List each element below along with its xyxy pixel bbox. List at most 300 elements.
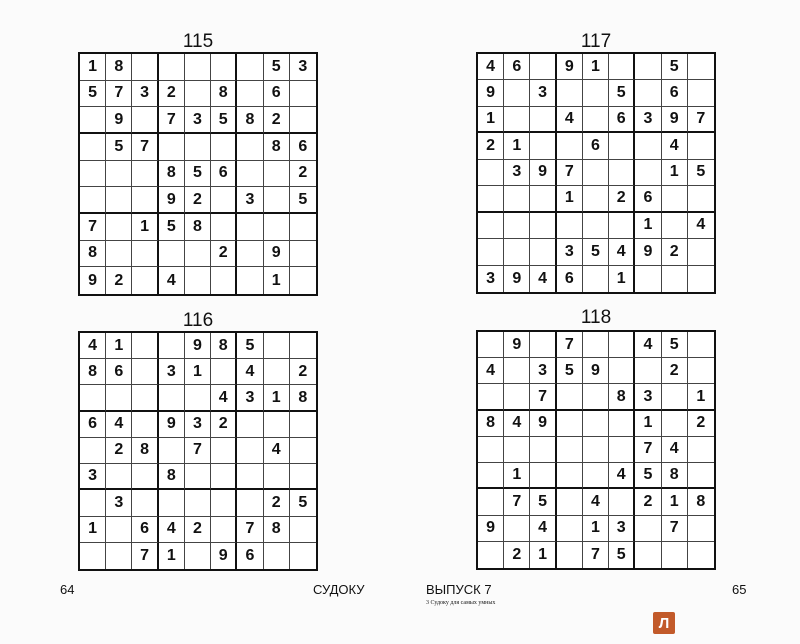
sudoku-cell: 4 — [159, 267, 185, 294]
sudoku-cell — [609, 213, 635, 239]
sudoku-cell: 9 — [530, 160, 556, 186]
sudoku-cell — [530, 107, 556, 133]
sudoku-cell — [557, 411, 583, 437]
sudoku-cell — [185, 490, 211, 516]
sudoku-cell — [80, 107, 106, 134]
sudoku-cell — [688, 358, 714, 384]
sudoku-cell — [504, 213, 530, 239]
sudoku-cell — [106, 385, 132, 411]
sudoku-cell: 9 — [530, 411, 556, 437]
sudoku-cell: 5 — [557, 358, 583, 384]
sudoku-cell — [290, 464, 316, 490]
sudoku-cell: 5 — [106, 134, 132, 161]
sudoku-cell: 7 — [635, 437, 661, 463]
sudoku-cell: 1 — [264, 267, 290, 294]
sudoku-cell: 1 — [504, 463, 530, 489]
sudoku-cell — [478, 489, 504, 515]
sudoku-cell — [159, 134, 185, 161]
sudoku-cell: 1 — [609, 266, 635, 292]
sudoku-cell: 9 — [583, 358, 609, 384]
sudoku-cell — [478, 384, 504, 410]
sudoku-cell: 8 — [159, 464, 185, 490]
sudoku-cell — [185, 385, 211, 411]
sudoku-cell — [290, 543, 316, 569]
sudoku-cell: 5 — [237, 333, 263, 359]
sudoku-cell — [609, 358, 635, 384]
sudoku-cell — [609, 54, 635, 80]
sudoku-cell: 9 — [159, 187, 185, 214]
sudoku-cell — [290, 412, 316, 438]
sudoku-cell — [237, 267, 263, 294]
sudoku-cell: 1 — [583, 516, 609, 542]
sudoku-cell — [662, 266, 688, 292]
sudoku-cell — [237, 241, 263, 268]
sudoku-cell — [106, 187, 132, 214]
sudoku-cell: 7 — [557, 332, 583, 358]
sudoku-cell — [211, 214, 237, 241]
sudoku-cell: 4 — [478, 54, 504, 80]
sudoku-cell — [290, 267, 316, 294]
sudoku-cell — [583, 411, 609, 437]
sudoku-cell: 9 — [504, 266, 530, 292]
sudoku-cell — [609, 437, 635, 463]
sudoku-cell: 5 — [583, 239, 609, 265]
sudoku-cell — [635, 266, 661, 292]
sudoku-cell — [106, 543, 132, 569]
sudoku-cell — [237, 54, 263, 81]
sudoku-cell: 3 — [530, 80, 556, 106]
sudoku-cell: 4 — [237, 359, 263, 385]
right-running-title: ВЫПУСК 7 — [426, 582, 492, 597]
sudoku-cell — [159, 241, 185, 268]
sudoku-cell — [159, 54, 185, 81]
sudoku-cell: 2 — [211, 412, 237, 438]
sudoku-cell: 9 — [80, 267, 106, 294]
sudoku-cell — [211, 267, 237, 294]
sudoku-cell — [635, 516, 661, 542]
sudoku-cell: 4 — [583, 489, 609, 515]
sudoku-cell — [478, 186, 504, 212]
sudoku-cell: 1 — [688, 384, 714, 410]
sudoku-cell: 9 — [211, 543, 237, 569]
sudoku-cell — [478, 213, 504, 239]
sudoku-cell: 7 — [159, 107, 185, 134]
sudoku-grid — [78, 52, 318, 296]
sudoku-cell: 3 — [80, 464, 106, 490]
sudoku-cell — [211, 490, 237, 516]
sudoku-cell — [688, 239, 714, 265]
sudoku-cell — [264, 464, 290, 490]
sudoku-cell: 1 — [635, 213, 661, 239]
sudoku-cell: 8 — [237, 107, 263, 134]
sudoku-cell — [290, 333, 316, 359]
sudoku-cell: 4 — [211, 385, 237, 411]
sudoku-cell: 6 — [583, 133, 609, 159]
sudoku-cell — [635, 54, 661, 80]
sudoku-cell: 6 — [80, 412, 106, 438]
sudoku-cell — [557, 384, 583, 410]
sudoku-cell — [211, 464, 237, 490]
sudoku-cell — [290, 81, 316, 108]
sudoku-cell: 6 — [635, 186, 661, 212]
sudoku-cell — [504, 80, 530, 106]
sudoku-cell: 9 — [264, 241, 290, 268]
sudoku-cell — [662, 542, 688, 568]
sudoku-cell — [132, 412, 158, 438]
sudoku-cell — [635, 133, 661, 159]
sudoku-cell: 7 — [132, 543, 158, 569]
sudoku-cell — [478, 239, 504, 265]
sudoku-cell: 3 — [106, 490, 132, 516]
sudoku-cell: 2 — [504, 542, 530, 568]
sudoku-cell: 6 — [290, 134, 316, 161]
sudoku-cell — [185, 464, 211, 490]
sudoku-cell — [211, 517, 237, 543]
sudoku-cell: 7 — [132, 134, 158, 161]
sudoku-cell: 6 — [504, 54, 530, 80]
sudoku-cell: 5 — [662, 332, 688, 358]
sudoku-cell — [264, 161, 290, 188]
sudoku-cell — [635, 160, 661, 186]
sudoku-cell: 1 — [80, 517, 106, 543]
sudoku-cell — [185, 54, 211, 81]
puzzle-number: 115 — [182, 31, 214, 52]
sudoku-cell: 3 — [635, 384, 661, 410]
sudoku-cell: 2 — [688, 411, 714, 437]
sudoku-cell — [530, 54, 556, 80]
sudoku-cell — [237, 81, 263, 108]
sudoku-cell — [185, 81, 211, 108]
sudoku-cell: 2 — [185, 187, 211, 214]
sudoku-cell — [132, 490, 158, 516]
sudoku-cell — [635, 542, 661, 568]
sudoku-cell — [132, 107, 158, 134]
sudoku-cell: 4 — [80, 333, 106, 359]
sudoku-cell: 9 — [159, 412, 185, 438]
sudoku-cell: 1 — [106, 333, 132, 359]
sudoku-cell: 8 — [159, 161, 185, 188]
sudoku-cell — [185, 543, 211, 569]
sudoku-cell: 2 — [478, 133, 504, 159]
sudoku-cell: 5 — [264, 54, 290, 81]
sudoku-cell — [688, 80, 714, 106]
sudoku-cell — [583, 213, 609, 239]
sudoku-cell: 4 — [662, 437, 688, 463]
sudoku-cell: 3 — [159, 359, 185, 385]
sudoku-cell — [80, 187, 106, 214]
sudoku-cell: 9 — [635, 239, 661, 265]
left-page-number: 64 — [60, 582, 75, 597]
sudoku-cell: 7 — [237, 517, 263, 543]
publisher-logo-icon: Л — [653, 612, 675, 634]
sudoku-cell — [557, 542, 583, 568]
sudoku-cell — [132, 187, 158, 214]
sudoku-cell: 5 — [635, 463, 661, 489]
sudoku-cell: 6 — [106, 359, 132, 385]
sudoku-cell — [132, 385, 158, 411]
sudoku-cell: 5 — [80, 81, 106, 108]
sudoku-cell: 1 — [185, 359, 211, 385]
sudoku-cell — [557, 437, 583, 463]
sudoku-cell: 4 — [557, 107, 583, 133]
sudoku-cell — [185, 267, 211, 294]
sudoku-cell — [609, 133, 635, 159]
sudoku-cell: 1 — [478, 107, 504, 133]
sudoku-cell: 8 — [662, 463, 688, 489]
sudoku-grid — [78, 331, 318, 571]
sudoku-cell: 3 — [609, 516, 635, 542]
sudoku-cell: 9 — [557, 54, 583, 80]
sudoku-cell: 8 — [185, 214, 211, 241]
sudoku-cell — [504, 239, 530, 265]
sudoku-cell — [237, 438, 263, 464]
sudoku-cell: 1 — [504, 133, 530, 159]
sudoku-cell: 2 — [290, 161, 316, 188]
sudoku-cell — [557, 133, 583, 159]
sudoku-cell — [557, 80, 583, 106]
sudoku-cell: 7 — [80, 214, 106, 241]
sudoku-cell — [211, 438, 237, 464]
sudoku-cell: 8 — [290, 385, 316, 411]
sudoku-cell: 3 — [635, 107, 661, 133]
sudoku-cell — [530, 186, 556, 212]
sudoku-cell — [159, 333, 185, 359]
sudoku-cell: 8 — [132, 438, 158, 464]
sudoku-cell: 3 — [132, 81, 158, 108]
sudoku-cell: 4 — [504, 411, 530, 437]
sudoku-cell — [290, 214, 316, 241]
sudoku-cell: 4 — [635, 332, 661, 358]
sudoku-cell — [211, 54, 237, 81]
sudoku-cell — [211, 134, 237, 161]
sudoku-cell — [185, 241, 211, 268]
sudoku-cell: 8 — [211, 81, 237, 108]
sudoku-cell — [211, 359, 237, 385]
sudoku-cell: 9 — [185, 333, 211, 359]
sudoku-cell — [106, 517, 132, 543]
sudoku-cell — [609, 160, 635, 186]
sudoku-cell: 3 — [530, 358, 556, 384]
sudoku-cell — [583, 80, 609, 106]
sudoku-cell — [237, 161, 263, 188]
sudoku-cell: 5 — [530, 489, 556, 515]
sudoku-cell — [688, 516, 714, 542]
sudoku-cell: 2 — [609, 186, 635, 212]
sudoku-cell: 9 — [504, 332, 530, 358]
sudoku-grid — [476, 330, 716, 570]
sudoku-cell — [609, 332, 635, 358]
sudoku-cell — [80, 543, 106, 569]
sudoku-cell: 9 — [478, 516, 504, 542]
sudoku-cell — [662, 186, 688, 212]
sudoku-cell: 5 — [290, 490, 316, 516]
sudoku-cell — [264, 333, 290, 359]
sudoku-cell — [530, 463, 556, 489]
sudoku-cell — [662, 411, 688, 437]
sudoku-cell — [609, 411, 635, 437]
sudoku-cell: 2 — [159, 81, 185, 108]
sudoku-cell: 6 — [662, 80, 688, 106]
sudoku-cell: 2 — [106, 438, 132, 464]
sudoku-cell: 1 — [662, 160, 688, 186]
sudoku-cell — [80, 134, 106, 161]
sudoku-cell: 3 — [290, 54, 316, 81]
sudoku-cell — [557, 463, 583, 489]
sudoku-cell — [237, 490, 263, 516]
sudoku-cell — [80, 385, 106, 411]
sudoku-cell: 3 — [185, 412, 211, 438]
sudoku-cell: 5 — [185, 161, 211, 188]
sudoku-cell — [237, 134, 263, 161]
sudoku-cell: 3 — [478, 266, 504, 292]
sudoku-cell: 8 — [80, 241, 106, 268]
sudoku-cell — [264, 543, 290, 569]
sudoku-cell: 9 — [662, 107, 688, 133]
sudoku-cell — [264, 214, 290, 241]
sudoku-cell: 2 — [662, 239, 688, 265]
sudoku-cell — [688, 542, 714, 568]
sudoku-cell — [290, 438, 316, 464]
sudoku-cell: 5 — [609, 80, 635, 106]
sudoku-cell: 1 — [132, 214, 158, 241]
sudoku-cell: 2 — [264, 107, 290, 134]
sudoku-cell — [159, 490, 185, 516]
sudoku-cell: 1 — [264, 385, 290, 411]
sudoku-cell — [132, 267, 158, 294]
sudoku-cell: 7 — [106, 81, 132, 108]
sudoku-cell — [583, 160, 609, 186]
sudoku-cell: 4 — [264, 438, 290, 464]
sudoku-cell — [557, 489, 583, 515]
sudoku-cell — [557, 516, 583, 542]
sudoku-cell — [478, 437, 504, 463]
sudoku-cell: 8 — [264, 134, 290, 161]
sudoku-cell: 4 — [609, 239, 635, 265]
sudoku-cell — [688, 332, 714, 358]
sudoku-cell — [635, 358, 661, 384]
sudoku-cell — [132, 464, 158, 490]
puzzle-number: 118 — [580, 307, 612, 328]
sudoku-cell — [132, 161, 158, 188]
sudoku-cell — [583, 266, 609, 292]
publisher-credit: 3 Судоку для самых умных — [426, 600, 496, 606]
sudoku-cell — [80, 438, 106, 464]
sudoku-cell — [185, 134, 211, 161]
sudoku-cell: 7 — [185, 438, 211, 464]
sudoku-cell — [237, 464, 263, 490]
sudoku-cell: 2 — [290, 359, 316, 385]
sudoku-cell — [132, 359, 158, 385]
sudoku-cell — [504, 516, 530, 542]
sudoku-cell: 2 — [211, 241, 237, 268]
sudoku-cell: 6 — [211, 161, 237, 188]
sudoku-cell — [688, 437, 714, 463]
sudoku-cell — [264, 187, 290, 214]
sudoku-cell — [504, 384, 530, 410]
sudoku-cell — [583, 107, 609, 133]
sudoku-cell: 2 — [662, 358, 688, 384]
sudoku-cell — [635, 80, 661, 106]
sudoku-cell: 7 — [688, 107, 714, 133]
sudoku-cell — [662, 384, 688, 410]
sudoku-cell: 5 — [688, 160, 714, 186]
sudoku-cell — [583, 332, 609, 358]
sudoku-cell — [132, 333, 158, 359]
sudoku-cell — [159, 438, 185, 464]
sudoku-cell — [530, 239, 556, 265]
sudoku-cell — [504, 186, 530, 212]
puzzle-number: 117 — [580, 31, 612, 52]
sudoku-cell — [530, 332, 556, 358]
sudoku-cell: 8 — [688, 489, 714, 515]
puzzle-number: 116 — [182, 310, 214, 331]
sudoku-cell: 4 — [530, 266, 556, 292]
sudoku-cell: 5 — [290, 187, 316, 214]
sudoku-cell — [106, 241, 132, 268]
sudoku-cell — [106, 214, 132, 241]
sudoku-cell: 7 — [583, 542, 609, 568]
sudoku-cell — [290, 241, 316, 268]
sudoku-cell: 5 — [211, 107, 237, 134]
sudoku-cell — [478, 463, 504, 489]
sudoku-cell — [504, 437, 530, 463]
sudoku-cell: 4 — [688, 213, 714, 239]
sudoku-cell: 6 — [237, 543, 263, 569]
sudoku-cell: 2 — [185, 517, 211, 543]
sudoku-cell — [688, 186, 714, 212]
sudoku-cell: 3 — [185, 107, 211, 134]
sudoku-cell: 8 — [211, 333, 237, 359]
sudoku-cell — [478, 542, 504, 568]
sudoku-cell: 8 — [264, 517, 290, 543]
sudoku-cell: 6 — [132, 517, 158, 543]
sudoku-cell — [662, 213, 688, 239]
sudoku-cell: 3 — [237, 187, 263, 214]
sudoku-cell: 1 — [583, 54, 609, 80]
sudoku-cell — [688, 54, 714, 80]
sudoku-cell: 8 — [478, 411, 504, 437]
sudoku-cell — [132, 241, 158, 268]
sudoku-cell — [80, 161, 106, 188]
sudoku-cell: 1 — [530, 542, 556, 568]
sudoku-cell — [80, 490, 106, 516]
sudoku-cell: 3 — [237, 385, 263, 411]
sudoku-cell: 5 — [662, 54, 688, 80]
sudoku-cell — [159, 385, 185, 411]
sudoku-cell — [583, 186, 609, 212]
sudoku-cell — [688, 266, 714, 292]
sudoku-grid — [476, 52, 716, 294]
sudoku-cell: 1 — [662, 489, 688, 515]
sudoku-cell — [290, 517, 316, 543]
sudoku-cell: 8 — [106, 54, 132, 81]
sudoku-cell — [237, 412, 263, 438]
sudoku-cell — [478, 332, 504, 358]
sudoku-cell: 3 — [504, 160, 530, 186]
sudoku-cell: 7 — [662, 516, 688, 542]
sudoku-cell — [106, 464, 132, 490]
sudoku-cell: 6 — [557, 266, 583, 292]
sudoku-cell: 8 — [609, 384, 635, 410]
sudoku-cell — [688, 133, 714, 159]
sudoku-cell: 7 — [557, 160, 583, 186]
sudoku-cell: 1 — [159, 543, 185, 569]
sudoku-cell: 6 — [264, 81, 290, 108]
sudoku-cell: 4 — [609, 463, 635, 489]
sudoku-cell — [106, 161, 132, 188]
sudoku-cell — [530, 133, 556, 159]
sudoku-cell: 5 — [609, 542, 635, 568]
